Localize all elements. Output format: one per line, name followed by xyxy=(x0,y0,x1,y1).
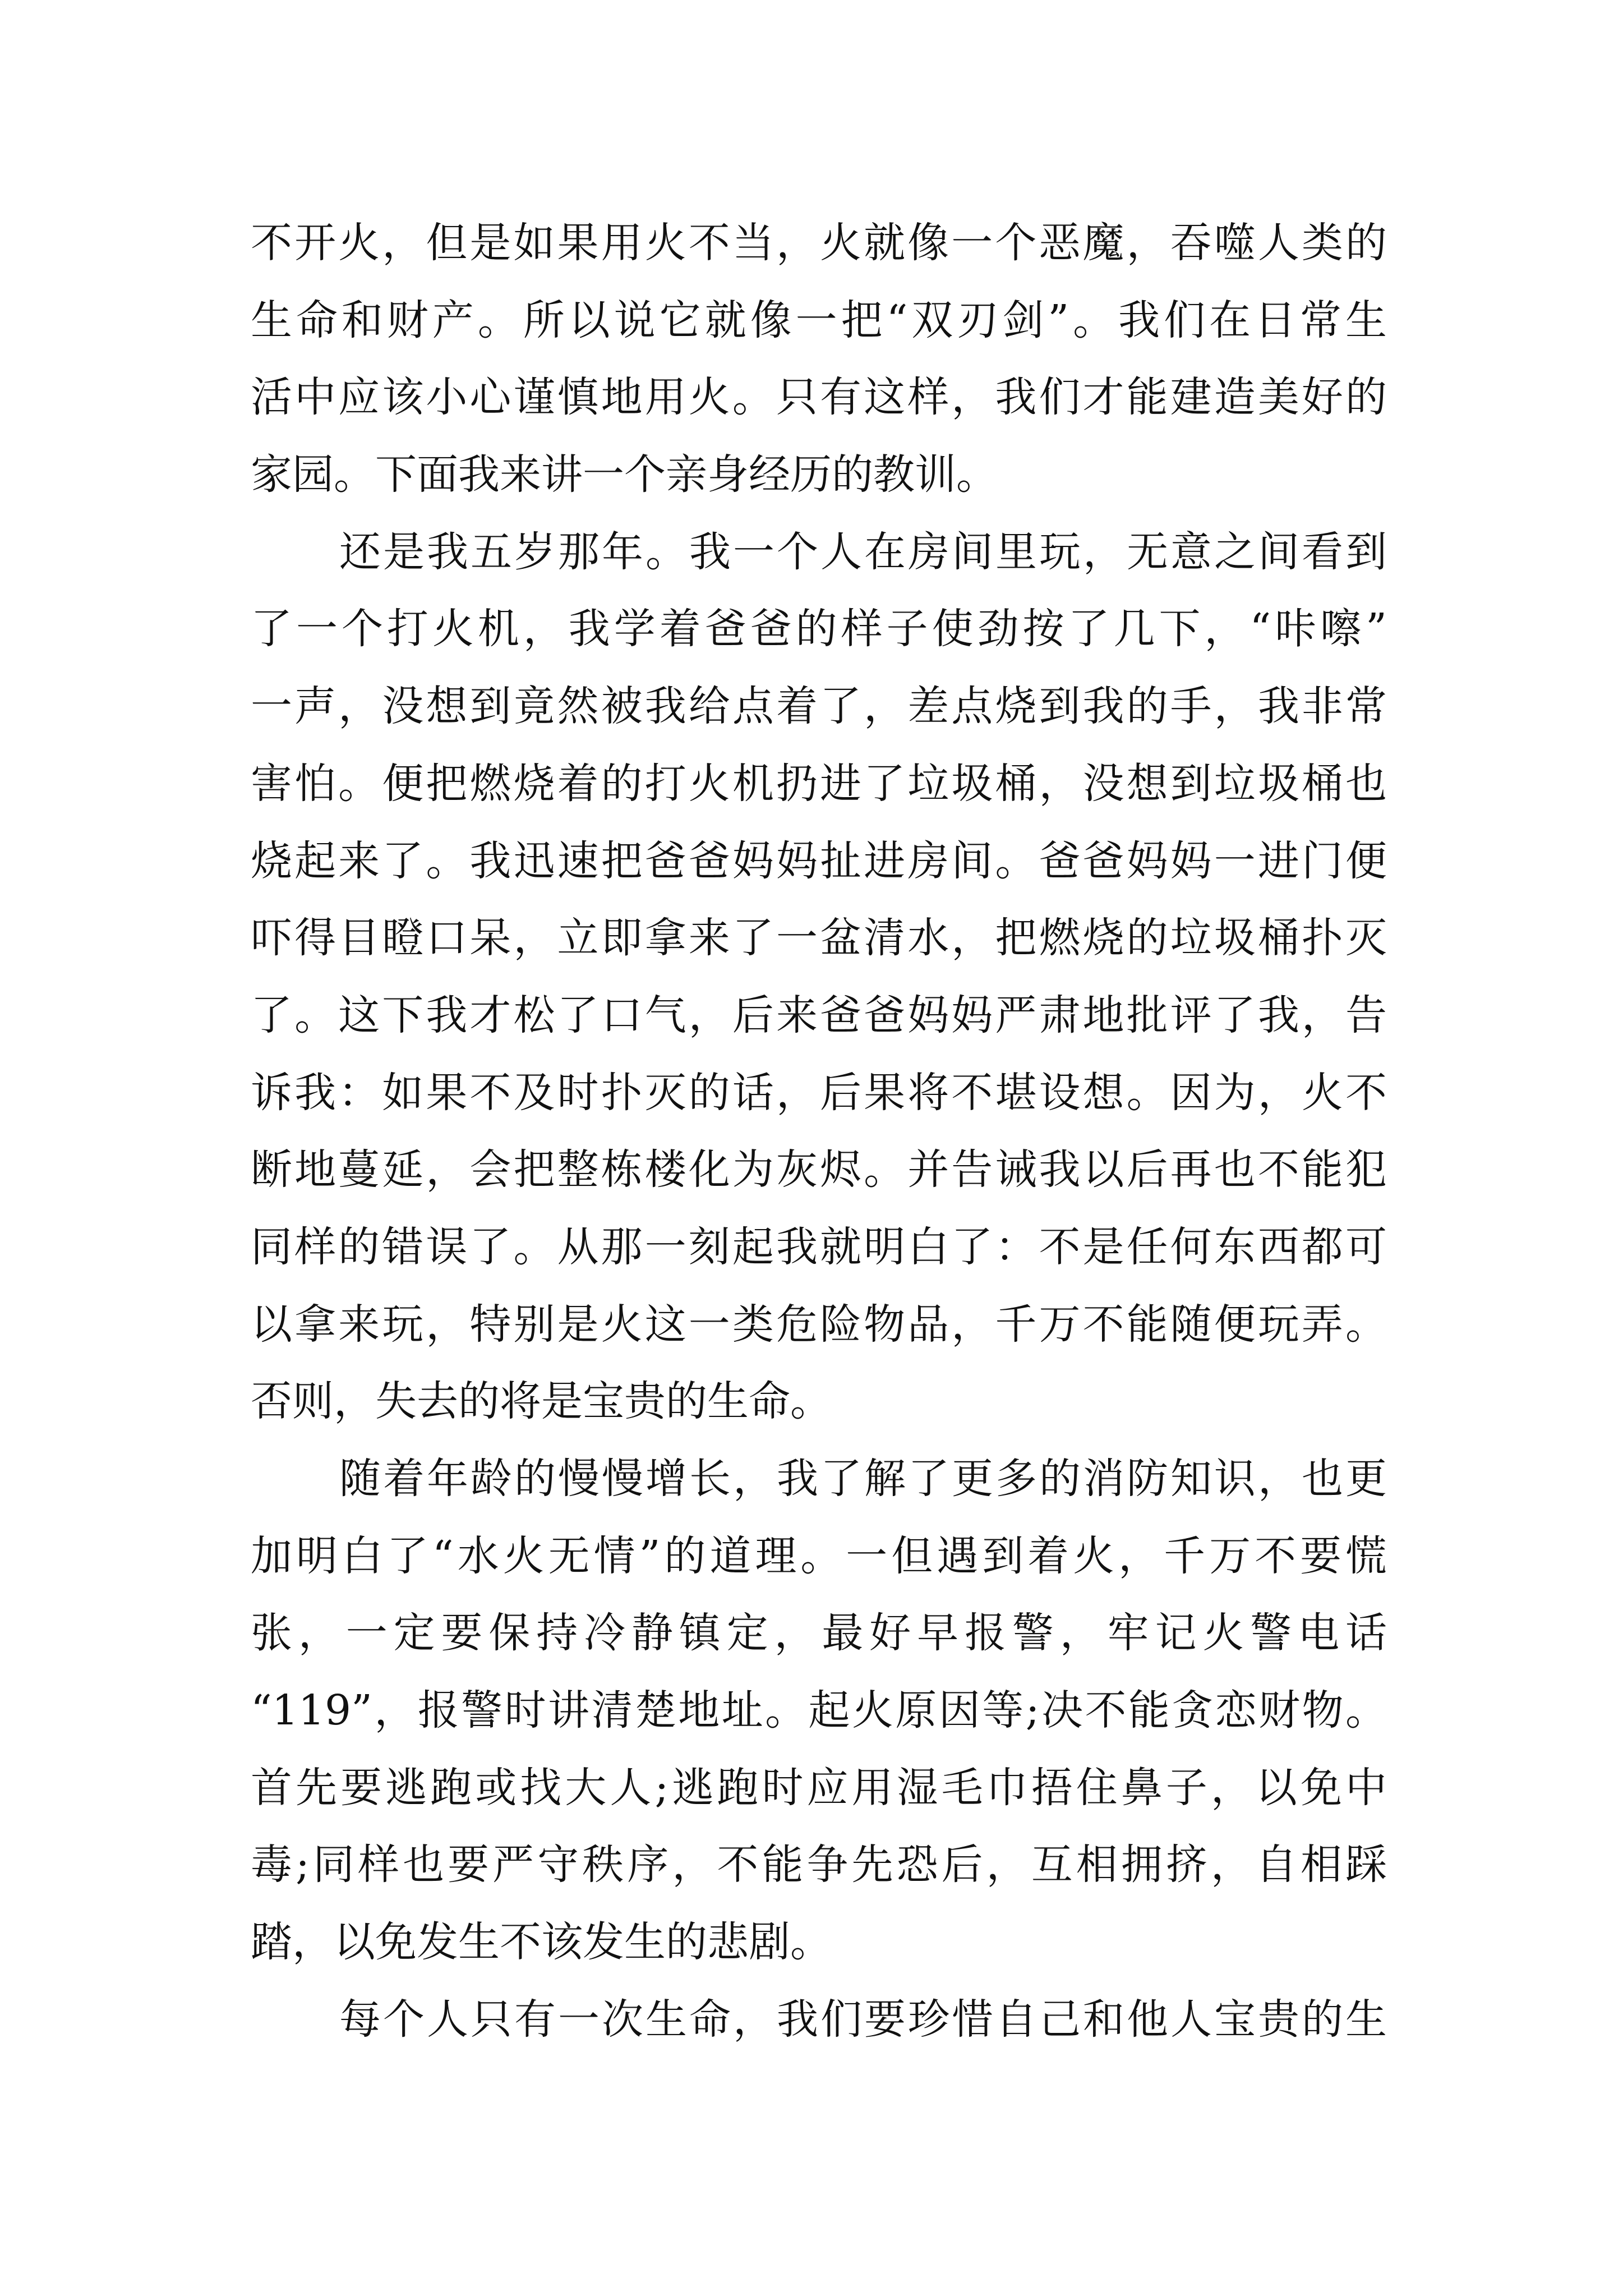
text-line: 以拿来玩，特别是火这一类危险物品，千万不能随便玩弄。 xyxy=(251,1300,1387,1349)
text-line: 了一个打火机，我学着爸爸的样子使劲按了几下，“咔嚓” xyxy=(251,605,1387,654)
text-line: 一声，没想到竟然被我给点着了，差点烧到我的手，我非常 xyxy=(251,682,1387,731)
text-line: 否则，失去的将是宝贵的生命。 xyxy=(251,1377,832,1426)
text-line: 不开火，但是如果用火不当，火就像一个恶魔，吞噬人类的 xyxy=(251,219,1387,267)
paragraph xyxy=(251,205,1387,514)
paragraph xyxy=(251,1981,1387,2059)
text-line: 烧起来了。我迅速把爸爸妈妈扯进房间。爸爸妈妈一进门便 xyxy=(251,836,1387,885)
text-line: 还是我五岁那年。我一个人在房间里玩，无意之间看到 xyxy=(339,527,1387,576)
text-line: 首先要逃跑或找大人;逃跑时应用湿毛巾捂住鼻子，以免中 xyxy=(251,1763,1387,1812)
text-line: 加明白了“水火无情”的道理。一但遇到着火，千万不要慌 xyxy=(251,1531,1387,1580)
paragraph xyxy=(251,514,1387,1441)
text-line: 同样的错误了。从那一刻起我就明白了：不是任何东西都可 xyxy=(251,1222,1387,1271)
text-line: “119”，报警时讲清楚地址。起火原因等;决不能贪恋财物。 xyxy=(251,1686,1387,1735)
text-line: 诉我：如果不及时扑灭的话，后果将不堪设想。因为，火不 xyxy=(251,1068,1387,1117)
text-line: 踏，以免发生不该发生的悲剧。 xyxy=(251,1918,832,1967)
text-line: 吓得目瞪口呆，立即拿来了一盆清水，把燃烧的垃圾桶扑灭 xyxy=(251,914,1387,963)
text-line: 毒;同样也要严守秩序，不能争先恐后，互相拥挤，自相踩 xyxy=(251,1841,1387,1889)
body-text xyxy=(251,205,1387,2059)
text-line: 活中应该小心谨慎地用火。只有这样，我们才能建造美好的 xyxy=(251,373,1387,422)
text-line: 断地蔓延，会把整栋楼化为灰烬。并告诫我以后再也不能犯 xyxy=(251,1145,1387,1194)
text-line: 张，一定要保持冷静镇定，最好早报警，牢记火警电话 xyxy=(251,1609,1387,1658)
text-line: 了。这下我才松了口气，后来爸爸妈妈严肃地批评了我，告 xyxy=(251,991,1387,1039)
text-line: 生命和财产。所以说它就像一把“双刃剑”。我们在日常生 xyxy=(251,296,1387,344)
text-line: 每个人只有一次生命，我们要珍惜自己和他人宝贵的生 xyxy=(339,1995,1387,2044)
text-line: 随着年龄的慢慢增长，我了解了更多的消防知识，也更 xyxy=(339,1455,1387,1503)
text-line: 害怕。便把燃烧着的打火机扔进了垃圾桶，没想到垃圾桶也 xyxy=(251,759,1387,808)
paragraph xyxy=(251,1441,1387,1981)
text-line: 家园。下面我来讲一个亲身经历的教训。 xyxy=(251,450,998,499)
